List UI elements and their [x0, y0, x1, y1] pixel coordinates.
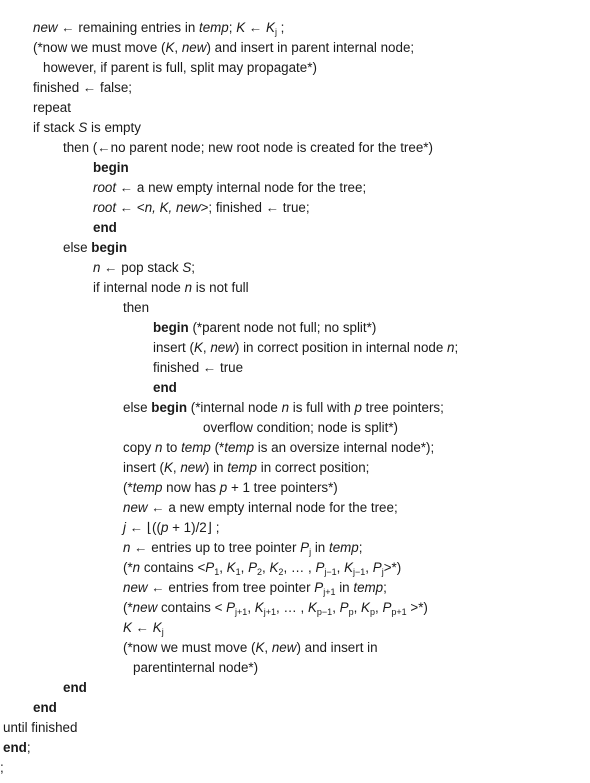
- subscript: 1: [235, 567, 241, 577]
- code-text: ,: [262, 560, 270, 575]
- code-line: [33, 118, 141, 138]
- code-line: [33, 38, 414, 58]
- code-line: [123, 518, 219, 538]
- code-line: [123, 398, 444, 418]
- code-text: ,: [375, 600, 383, 615]
- code-line: [123, 298, 149, 318]
- subscript: p: [348, 607, 354, 617]
- code-text: ,: [332, 600, 340, 615]
- subscript: j+1: [263, 607, 276, 617]
- code-text: K: [165, 40, 175, 55]
- code-text: (*parent node not full; no split*): [188, 320, 377, 335]
- code-line: [123, 558, 401, 578]
- code-text: ,: [336, 560, 345, 575]
- code-text: new: [181, 40, 207, 55]
- keyword: end: [3, 740, 27, 755]
- subscript: p: [369, 607, 375, 617]
- code-text: finished ← true: [153, 360, 244, 375]
- code-text: P: [315, 560, 325, 575]
- code-line: [63, 238, 127, 258]
- subscript: p+1: [391, 607, 407, 617]
- code-line: [93, 278, 249, 298]
- code-text: ,: [247, 600, 255, 615]
- code-text: ;: [228, 20, 237, 35]
- code-text: (*: [123, 600, 133, 615]
- code-text: is not full: [192, 280, 249, 295]
- code-text: K: [152, 620, 162, 635]
- code-text: if internal node: [93, 280, 185, 295]
- code-text: ←: [245, 20, 266, 35]
- code-text: S: [182, 260, 192, 275]
- code-text: ;: [383, 580, 387, 595]
- code-line: [123, 618, 164, 638]
- code-text: ,: [353, 600, 362, 615]
- subscript: j−1: [324, 567, 337, 577]
- code-text: ,: [202, 340, 211, 355]
- code-text: P: [382, 600, 392, 615]
- code-line: [93, 158, 129, 178]
- code-text: then: [123, 300, 150, 315]
- code-text: now has: [162, 480, 220, 495]
- code-text: ← ⌊((: [125, 520, 161, 535]
- code-text: contains <: [157, 600, 227, 615]
- subscript: 2: [257, 567, 263, 577]
- code-text: n: [132, 560, 141, 575]
- keyword: begin: [91, 240, 128, 255]
- code-line: [93, 258, 195, 278]
- subscript: p−1: [316, 607, 333, 617]
- code-text: repeat: [33, 100, 71, 115]
- code-line: [123, 638, 378, 658]
- code-text: p: [354, 400, 362, 415]
- code-line: [153, 358, 243, 378]
- code-line: [153, 318, 376, 338]
- code-text: K: [236, 20, 246, 35]
- keyword: begin: [93, 160, 129, 175]
- code-text: S: [78, 120, 88, 135]
- code-text: in: [335, 580, 354, 595]
- keyword: end: [93, 220, 117, 235]
- code-text: n: [281, 400, 290, 415]
- code-line: [93, 218, 117, 238]
- code-text: ;: [191, 260, 195, 275]
- code-text: ;: [26, 740, 31, 755]
- code-text: new: [132, 600, 158, 615]
- code-text: new: [123, 580, 148, 595]
- code-line: [123, 458, 369, 478]
- code-line: [123, 538, 363, 558]
- code-line: [3, 738, 31, 758]
- code-text: n: [447, 340, 455, 355]
- code-text: ← a new empty internal node for the tree;: [147, 500, 398, 515]
- code-text: temp: [181, 440, 211, 455]
- keyword: end: [153, 380, 177, 395]
- code-text: ) and insert in: [296, 640, 378, 655]
- code-text: (*: [123, 560, 133, 575]
- code-line: [63, 678, 87, 698]
- code-text: K: [123, 620, 132, 635]
- code-text: K: [193, 340, 203, 355]
- code-text: + 1 tree pointers*): [227, 480, 338, 495]
- code-text: (*: [123, 480, 133, 495]
- code-line: [43, 58, 317, 78]
- code-text: ,: [172, 460, 181, 475]
- code-text: K: [361, 600, 370, 615]
- code-text: >*): [406, 600, 428, 615]
- code-text: n, K, new: [144, 200, 201, 215]
- code-text: new: [123, 500, 148, 515]
- code-text: ← remaining entries in: [57, 20, 199, 35]
- code-text: temp: [132, 480, 163, 495]
- code-text: overflow condition; node is split*): [203, 420, 399, 435]
- code-text: P: [226, 600, 236, 615]
- code-text: K: [269, 560, 279, 575]
- code-line: [123, 478, 338, 498]
- code-text: ← entries up to tree pointer: [130, 540, 301, 555]
- code-text: K: [344, 560, 354, 575]
- code-text: (*: [210, 440, 225, 455]
- code-line: [33, 78, 132, 98]
- code-text: finished ← false;: [33, 80, 132, 95]
- code-text: K: [255, 640, 265, 655]
- code-text: however, if parent is full, split may propagate*): [43, 60, 317, 75]
- code-text: parentinternal node*): [133, 660, 259, 675]
- code-line: [123, 578, 387, 598]
- code-line: [153, 378, 177, 398]
- code-text: ← <: [116, 200, 145, 215]
- code-text: then (←no parent node; new root node is created for the tree*): [63, 140, 433, 155]
- code-text: root: [93, 200, 117, 215]
- code-line: [123, 598, 428, 618]
- code-text: P: [248, 560, 258, 575]
- code-text: ) in correct position in internal node: [234, 340, 448, 355]
- code-text: ;: [358, 540, 363, 555]
- code-text: to: [162, 440, 182, 455]
- code-text: j: [123, 520, 126, 535]
- code-text: + 1)/2⌋ ;: [168, 520, 220, 535]
- keyword: end: [63, 680, 87, 695]
- subscript: j: [309, 547, 312, 557]
- code-text: else: [63, 240, 92, 255]
- code-text: P: [339, 600, 349, 615]
- code-text: P: [205, 560, 215, 575]
- code-text: n: [93, 260, 101, 275]
- subscript: j: [161, 627, 164, 637]
- code-text: ) and insert in parent internal node;: [206, 40, 415, 55]
- code-text: >*): [383, 560, 402, 575]
- code-text: P: [314, 580, 324, 595]
- code-text: p: [160, 520, 169, 535]
- code-text: , … ,: [275, 600, 308, 615]
- subscript: j+1: [235, 607, 248, 617]
- code-line: [0, 758, 4, 778]
- code-text: ,: [174, 40, 182, 55]
- code-text: copy: [123, 440, 156, 455]
- code-text: >; finished ← true;: [200, 200, 310, 215]
- code-text: is an oversize internal node*);: [254, 440, 435, 455]
- code-line: [33, 18, 284, 38]
- code-text: P: [372, 560, 382, 575]
- code-line: [93, 198, 310, 218]
- code-text: temp: [198, 20, 229, 35]
- code-line: [133, 658, 258, 678]
- code-text: is empty: [87, 120, 141, 135]
- code-text: if stack: [33, 120, 79, 135]
- code-line: [33, 98, 71, 118]
- code-text: until finished: [3, 720, 78, 735]
- code-text: ,: [240, 560, 249, 575]
- code-text: is full with: [289, 400, 355, 415]
- subscript: 1: [214, 567, 220, 577]
- code-text: temp: [227, 460, 258, 475]
- code-text: ← pop stack: [100, 260, 183, 275]
- code-text: P: [300, 540, 310, 555]
- code-text: n: [123, 540, 131, 555]
- code-line: [153, 338, 458, 358]
- code-text: ←: [131, 620, 153, 635]
- code-text: (*now we must move (: [123, 640, 256, 655]
- code-text: temp: [224, 440, 255, 455]
- code-text: new: [33, 20, 58, 35]
- code-text: (*internal node: [187, 400, 282, 415]
- subscript: 2: [278, 567, 284, 577]
- code-text: root: [93, 180, 117, 195]
- code-text: ← entries from tree pointer: [147, 580, 315, 595]
- code-text: ;: [0, 760, 4, 775]
- code-text: p: [219, 480, 228, 495]
- code-text: ,: [264, 640, 272, 655]
- keyword: begin: [153, 320, 189, 335]
- code-line: [3, 718, 77, 738]
- code-line: [63, 138, 433, 158]
- code-text: K: [226, 560, 236, 575]
- code-line: [203, 418, 398, 438]
- code-text: ;: [276, 20, 285, 35]
- code-text: new: [180, 460, 205, 475]
- code-text: ) in: [204, 460, 228, 475]
- code-text: n: [155, 440, 163, 455]
- code-text: in: [311, 540, 329, 555]
- code-text: temp: [353, 580, 384, 595]
- keyword: begin: [151, 400, 188, 415]
- code-text: else: [123, 400, 152, 415]
- code-text: ,: [219, 560, 227, 575]
- code-text: K: [307, 600, 317, 615]
- code-text: insert (: [123, 460, 164, 475]
- subscript: j+1: [323, 587, 336, 597]
- code-text: K: [254, 600, 264, 615]
- subscript: j: [381, 567, 384, 577]
- code-text: ← a new empty internal node for the tree;: [116, 180, 367, 195]
- subscript: j−1: [353, 567, 366, 577]
- code-text: contains <: [140, 560, 206, 575]
- code-text: K: [163, 460, 173, 475]
- code-line: [33, 698, 57, 718]
- code-text: temp: [328, 540, 359, 555]
- subscript: j: [274, 27, 277, 37]
- code-text: tree pointers;: [361, 400, 444, 415]
- code-text: K: [266, 20, 275, 35]
- code-line: [123, 498, 398, 518]
- code-text: ,: [365, 560, 373, 575]
- code-text: n: [184, 280, 193, 295]
- code-line: [123, 438, 434, 458]
- code-line: [93, 178, 366, 198]
- code-text: (*now we must move (: [33, 40, 166, 55]
- code-text: new: [210, 340, 235, 355]
- code-text: , … ,: [283, 560, 316, 575]
- code-text: in correct position;: [257, 460, 370, 475]
- keyword: end: [33, 700, 57, 715]
- code-text: new: [271, 640, 297, 655]
- code-text: ;: [454, 340, 459, 355]
- code-text: insert (: [153, 340, 194, 355]
